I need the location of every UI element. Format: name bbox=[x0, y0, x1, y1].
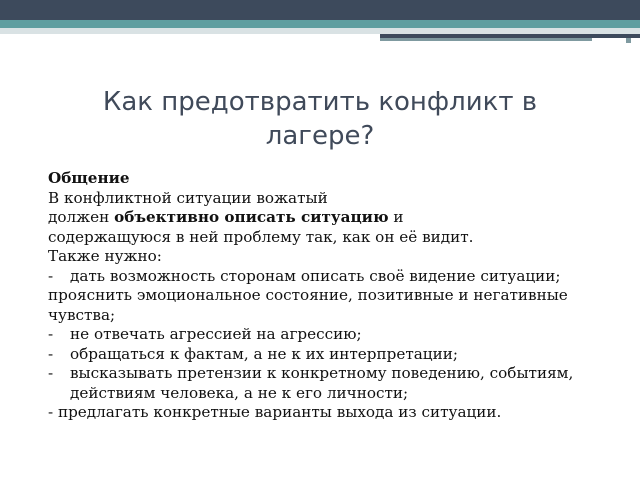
section-heading: Общение bbox=[48, 169, 130, 187]
bullet-item: - высказывать претензии к конкретному поведению, событиям, действиям человека, а не к его личности; bbox=[48, 364, 574, 402]
header-accent-tick bbox=[626, 38, 631, 43]
bullet-item: - обращаться к фактам, а не к их интерпретации; bbox=[48, 344, 458, 363]
slide-title: Как предотвратить конфликт в лагере? bbox=[102, 87, 538, 151]
list-item: прояснить эмоциональное состояние, позитивные и негативные чувства; bbox=[48, 286, 568, 324]
paragraph-line: должен объективно описать ситуацию и bbox=[48, 208, 404, 226]
also-needed-label: Также нужно: bbox=[48, 247, 162, 265]
bullet-item: - не отвечать агрессией на агрессию; bbox=[48, 325, 362, 343]
header-bar-teal bbox=[0, 20, 640, 28]
paragraph-line: В конфликтной ситуации вожатый bbox=[48, 188, 328, 207]
emphasis-text: объективно описать ситуацию bbox=[114, 208, 389, 226]
dash-marker: - bbox=[48, 364, 54, 382]
slide-body bbox=[48, 169, 608, 423]
header-bar-dark bbox=[0, 0, 640, 20]
dash-marker: - bbox=[48, 344, 54, 363]
header-accent-bar-thin bbox=[380, 38, 592, 41]
paragraph-line: содержащуюся в ней проблему так, как он её видит. bbox=[48, 227, 474, 246]
dash-marker: - bbox=[48, 325, 54, 343]
list-item: - дать возможность сторонам описать своё видение ситуации; bbox=[48, 266, 561, 285]
list-item: - предлагать конкретные варианты выхода из ситуации. bbox=[48, 403, 502, 421]
bullet-list bbox=[48, 325, 608, 403]
